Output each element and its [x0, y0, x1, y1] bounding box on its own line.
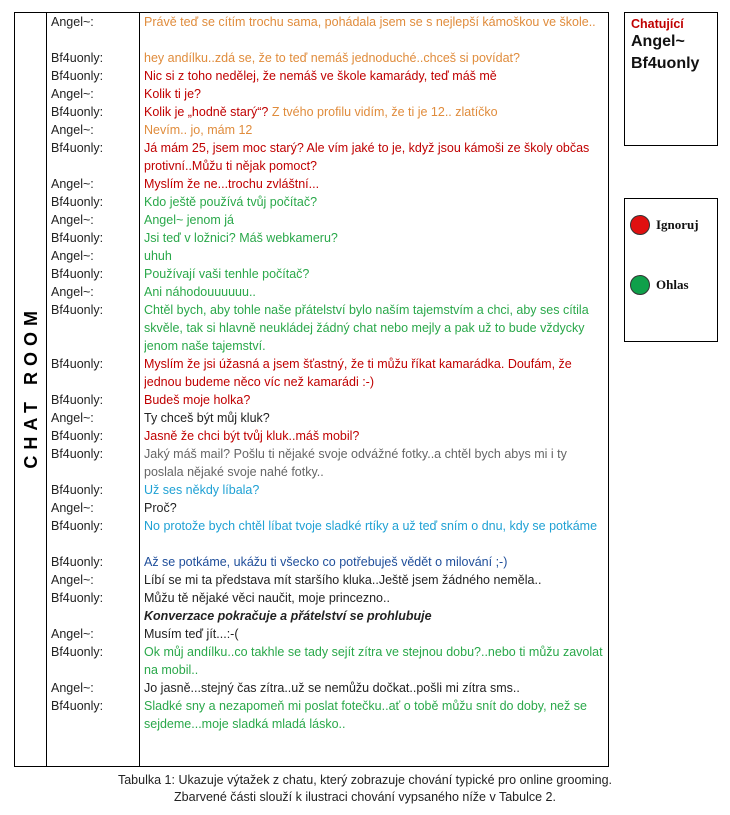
user-bf4uonly[interactable]: Bf4uonly: [631, 55, 700, 72]
chat-message: Kdo ještě používá tvůj počítač?: [144, 195, 318, 209]
chat-message: Ok můj andílku..co takhle se tady sejít zítra ve stejnou dobu?..nebo ti můžu zavolat na mobil..: [144, 645, 603, 677]
chat-username: Angel~:: [51, 681, 94, 695]
chat-username: Angel~:: [51, 123, 94, 137]
chat-message: Už ses někdy líbala?: [144, 483, 260, 497]
chat-username: Bf4uonly:: [51, 357, 104, 371]
caption-line-2: Zbarvené části slouží k ilustraci chování vypsaného níže v Tabulce 2.: [174, 790, 556, 804]
chat-username: Bf4uonly:: [51, 303, 104, 317]
chat-message: Líbí se mi ta představa mít staršího kluka..Ještě jsem žádného neměla..: [144, 573, 542, 587]
chat-username: Bf4uonly:: [51, 231, 104, 245]
chat-username: Bf4uonly:: [51, 141, 104, 155]
chat-message: Jo jasně...stejný čas zítra..už se nemůžu dočkat..pošli mi zítra sms..: [144, 681, 520, 695]
chat-message: Nic si z toho nedělej, že nemáš ve škole kamarády, teď máš mě: [144, 69, 497, 83]
user-angel[interactable]: Angel~: [631, 33, 685, 50]
chat-username: Angel~:: [51, 411, 94, 425]
chat-username: Angel~:: [51, 627, 94, 641]
chat-username: Bf4uonly:: [51, 447, 104, 461]
chat-username: Bf4uonly:: [51, 591, 104, 605]
chat-message: Můžu tě nějaké věci naučit, moje princezno..: [144, 591, 390, 605]
chat-message: Jaký máš mail? Pošlu ti nějaké svoje odvážné fotky..a chtěl bych abys mi i ty poslala nějaké svoje nahé fotky..: [144, 447, 567, 479]
report-button[interactable]: [630, 275, 689, 295]
chat-room-sidebar: [15, 13, 47, 767]
chat-message: Právě teď se cítím trochu sama, pohádala jsem se s nejlepší kámoškou ve škole..: [144, 15, 596, 29]
chat-username: Bf4uonly:: [51, 51, 104, 65]
chat-username: [51, 607, 135, 625]
chat-username: Bf4uonly:: [51, 699, 104, 713]
caption-line-1: Tabulka 1: Ukazuje výtažek z chatu, který zobrazuje chování typické pro online grooming.: [117, 773, 612, 787]
chat-message: uhuh: [144, 249, 172, 263]
users-panel-title: Chatující: [631, 17, 684, 31]
chat-message: Musím teď jít...:-(: [144, 627, 239, 641]
chat-message: Proč?: [144, 501, 177, 515]
chat-username: Bf4uonly:: [51, 555, 104, 569]
chat-message: Kolik ti je?: [144, 87, 201, 101]
chat-message: No protože bych chtěl líbat tvoje sladké rtíky a už teď sním o dnu, kdy se potkáme: [144, 519, 598, 533]
chat-username: Angel~:: [51, 213, 94, 227]
chat-table: [14, 12, 609, 767]
chat-username: Angel~:: [51, 177, 94, 191]
chat-message: Jsi teď v ložnici? Máš webkameru?: [144, 231, 338, 245]
chat-message: hey andílku..zdá se, že to teď nemáš jednoduché..chceš si povídat?: [144, 51, 520, 65]
chat-message: Sladké sny a nezapomeň mi poslat fotečku..ať o tobě můžu snít do doby, než se sejdeme...moje sladká mladá lásko..: [144, 699, 587, 731]
table-caption: [0, 772, 730, 806]
chat-username: Bf4uonly:: [51, 69, 104, 83]
chat-message: Nevím.. jo, mám 12: [144, 123, 253, 137]
chat-username: Bf4uonly:: [51, 429, 104, 443]
chat-username: Angel~:: [51, 15, 94, 29]
report-label: Ohlas: [656, 277, 689, 292]
users-panel: [624, 12, 718, 146]
chat-message: Myslím že jsi úžasná a jsem šťastný, že ti můžu říkat kamarádka. Doufám, že jednou budeme něco víc než kamarádi :-): [144, 357, 572, 389]
actions-panel: [624, 198, 718, 342]
chat-narration: Konverzace pokračuje a přátelství se prohlubuje: [144, 609, 432, 623]
green-circle-icon: [630, 275, 650, 295]
chat-message: Chtěl bych, aby tohle naše přátelství bylo naším tajemstvím a chci, aby ses cítila skvěle, tak si hlavně neukládej žádný chat nebo mejly a pak už to bude vždycky jenom naše tajemství.: [144, 303, 589, 353]
chat-username: Angel~:: [51, 249, 94, 263]
ignore-label: Ignoruj: [656, 217, 699, 232]
chat-message-segment: Kolik je „hodně starý“?: [144, 105, 272, 119]
chat-message: Ty chceš být můj kluk?: [144, 411, 270, 425]
chat-username: Angel~:: [51, 87, 94, 101]
chat-message-segment: Z tvého profilu vidím, že ti je 12.. zlatíčko: [271, 105, 498, 119]
chat-username: Bf4uonly:: [51, 195, 104, 209]
chat-message: Jasně že chci být tvůj kluk..máš mobil?: [144, 429, 360, 443]
chat-username: Bf4uonly:: [51, 519, 104, 533]
chat-username: Angel~:: [51, 501, 94, 515]
message-column: [140, 13, 609, 767]
chat-room-title: CHAT ROOM: [20, 305, 41, 469]
chat-username: Bf4uonly:: [51, 393, 104, 407]
chat-message: Myslím že ne...trochu zvláštní...: [144, 177, 320, 191]
chat-username: Bf4uonly:: [51, 483, 104, 497]
chat-username: Bf4uonly:: [51, 105, 104, 119]
chat-username: Angel~:: [51, 285, 94, 299]
chat-message: [144, 103, 604, 121]
chat-message: Používají vaši tenhle počítač?: [144, 267, 310, 281]
chat-message: Já mám 25, jsem moc starý? Ale vím jaké to je, když jsou kámoši ze školy občas protivní..Můžu ti nějak pomoct?: [144, 141, 590, 173]
chat-username: Bf4uonly:: [51, 645, 104, 659]
red-circle-icon: [630, 215, 650, 235]
ignore-button[interactable]: [630, 215, 699, 235]
chat-message: Budeš moje holka?: [144, 393, 251, 407]
chat-message: Až se potkáme, ukážu ti všecko co potřebuješ vědět o milování ;-): [144, 555, 508, 569]
chat-username: Angel~:: [51, 573, 94, 587]
chat-message: Angel~ jenom já: [144, 213, 234, 227]
chat-username: Bf4uonly:: [51, 267, 104, 281]
chat-message: Ani náhodouuuuuu..: [144, 285, 256, 299]
username-column: [47, 13, 140, 767]
